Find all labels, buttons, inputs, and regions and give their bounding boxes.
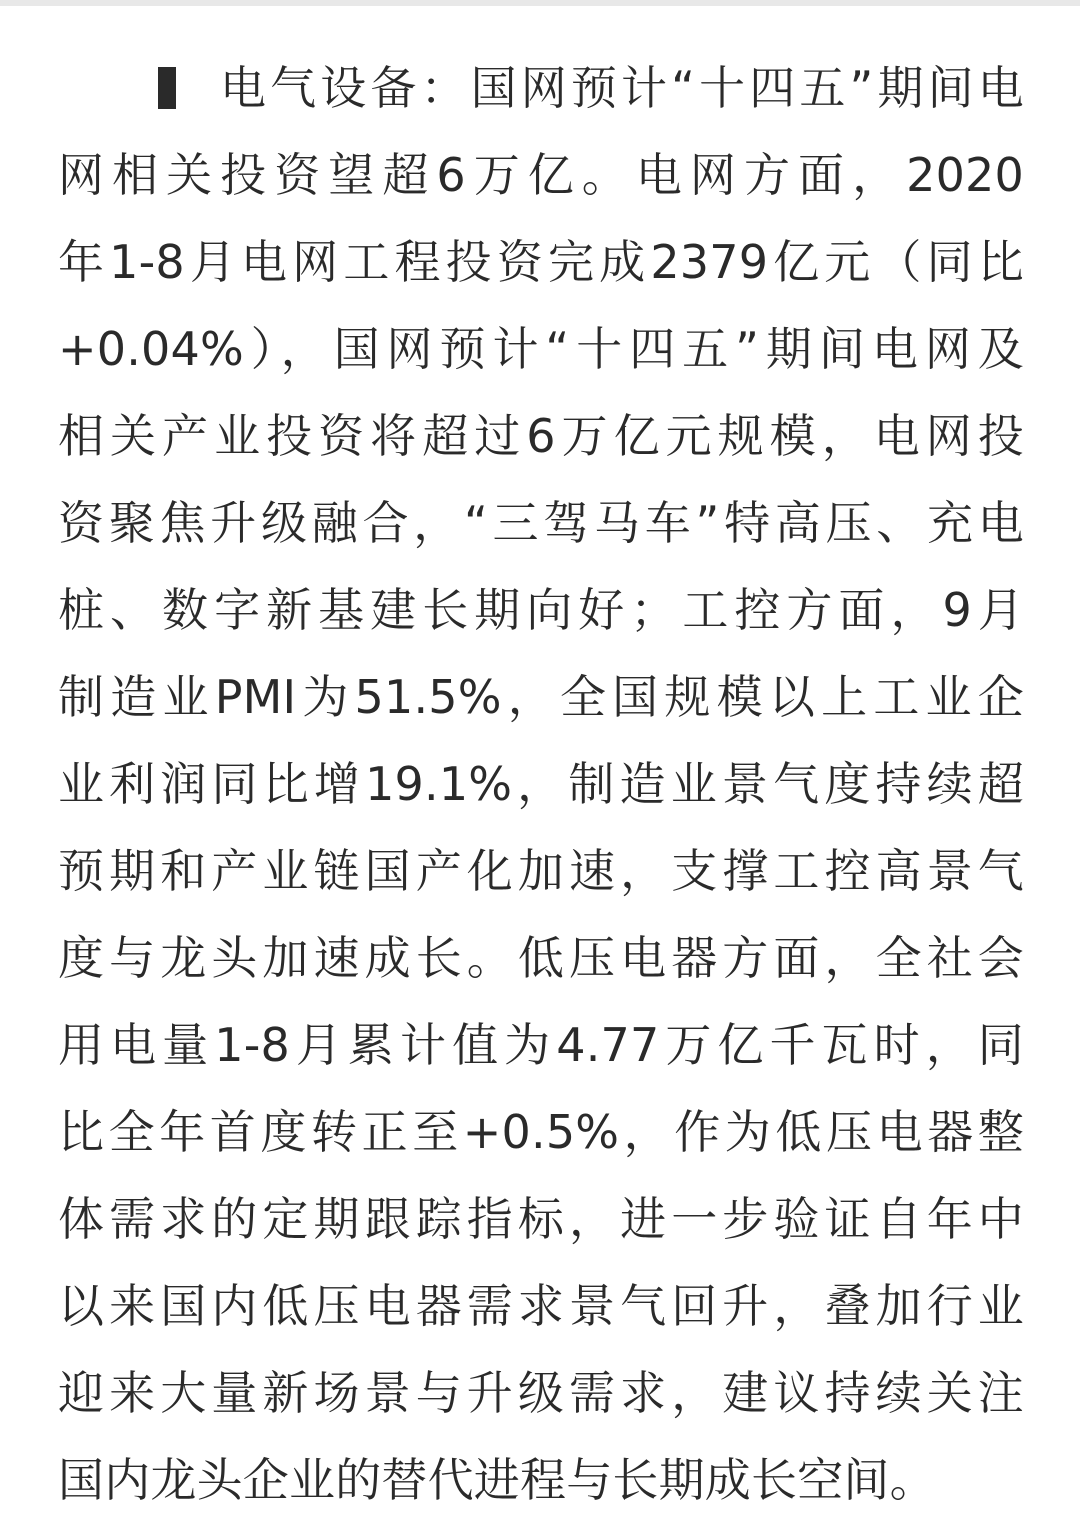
paragraph-line: 体需求的定期跟踪指标，进一步验证自年中	[58, 1192, 1024, 1246]
paragraph-line	[58, 45, 1024, 132]
paragraph-line: 资聚焦升级融合，“三驾马车”特高压、充电	[58, 496, 1024, 550]
paragraph-line: 度与龙头加速成长。低压电器方面，全社会	[58, 931, 1024, 985]
paragraph-line: 业利润同比增19.1%，制造业景气度持续超	[58, 757, 1024, 811]
paragraph-line: 国内龙头企业的替代进程与长期成长空间。	[58, 1453, 936, 1507]
paragraph-line: 制造业PMI为51.5%，全国规模以上工业企	[58, 670, 1024, 724]
section-marker-icon	[158, 67, 176, 109]
article-paragraph	[58, 45, 1024, 1524]
paragraph-line: 相关产业投资将超过6万亿元规模，电网投	[58, 409, 1024, 463]
paragraph-line: +0.04%），国网预计“十四五”期间电网及	[58, 322, 1024, 376]
paragraph-line: 年1-8月电网工程投资完成2379亿元（同比	[58, 235, 1024, 289]
paragraph-line: 迎来大量新场景与升级需求，建议持续关注	[58, 1366, 1024, 1420]
paragraph-line: 以来国内低压电器需求景气回升，叠加行业	[58, 1279, 1024, 1333]
top-divider	[0, 0, 1080, 6]
paragraph-line: 桩、数字新基建长期向好；工控方面，9月	[58, 583, 1024, 637]
paragraph-line: 用电量1-8月累计值为4.77万亿千瓦时，同	[58, 1018, 1024, 1072]
line-text: 电气设备：国网预计“十四五”期间电	[216, 61, 1024, 115]
paragraph-line: 网相关投资望超6万亿。电网方面，2020	[58, 148, 1024, 202]
paragraph-line: 比全年首度转正至+0.5%，作为低压电器整	[58, 1105, 1024, 1159]
paragraph-line: 预期和产业链国产化加速，支撑工控高景气	[58, 844, 1024, 898]
